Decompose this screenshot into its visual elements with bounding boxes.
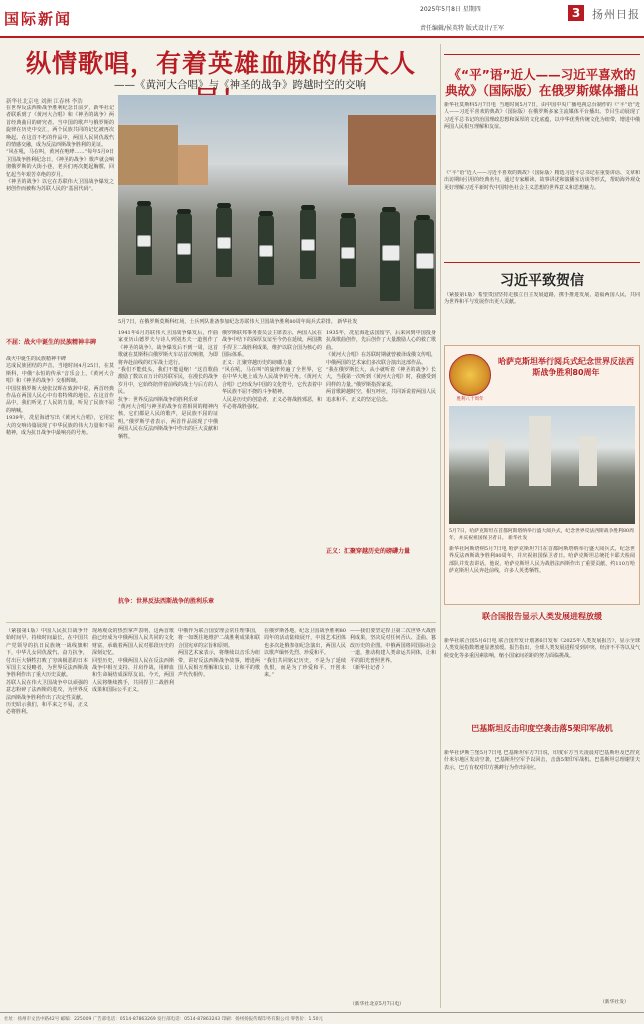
lower-column-4: 在俄罗斯各地，纪念卫国战争胜利80周年的活动陆续展开，中国艺术团体也多次赴俄参加纪念演出，两国人民以歌声缅怀先烈、珍爱和平。 “我们共同铭记历史，不是为了延续仇恨，而是为了珍爱和平、开创未来。” <box>264 628 346 679</box>
emblem-label: 胜利八十周年 <box>456 397 484 402</box>
article-column-4: 俄罗斯联邦事务委员会主席表示，两国人民在战争中结下的深厚友谊至今仍在延续，两国携手捍卫二战胜利成果，维护以联合国为核心的国际体系。 正义：汇聚穿越历史的磅礴力量 “风在吼，马在叫”的旋律传遍了全世界，它在中华大地上成为人民战争的号角。《黄河大合唱》已经成为中国的文化符号，它代表着中华民族不屈不挠的斗争精神。 人民是历史的创造者，正义必将战胜邪恶，和平必将战胜强权。 <box>222 330 322 411</box>
vertical-divider <box>440 44 441 1008</box>
right-end-note: （新华社发） <box>600 1000 629 1005</box>
editors-line: 责任编辑/侯英特 版式设计/王军 <box>420 25 504 32</box>
right-body-3: （紧接第1版）希望贵国坚持走独立自主发展道路，携手推进发展，造福两国人民，共同为世界和平与发展作出更大贡献。 <box>444 292 640 306</box>
subhead-1: 不屈：战火中诞生的民族精神丰碑 <box>6 339 97 346</box>
page-header <box>0 0 644 38</box>
box-title: 哈萨克斯坦举行阅兵式纪念世界反法西斯战争胜利80周年 <box>498 357 634 377</box>
box-body: 新华社阿斯塔纳5月7日电 哈萨克斯坦7日在首都阿斯塔纳举行盛大阅兵式，纪念世界反法西斯战争胜利80周年，并庆祝祖国保卫者日。哈萨克斯坦总统托卡耶夫检阅部队并发表讲话。他说，哈萨克斯坦人民为战胜法西斯作出了重要贡献，约110万哈萨克斯坦人民奔赴前线，许多人英勇牺牲。 <box>449 546 635 575</box>
page-number: 3 <box>568 5 584 21</box>
main-headline: 纵情歌唱，有着英雄血脉的伟大人 <box>25 49 416 78</box>
victory-emblem-icon <box>449 354 491 396</box>
article-column-3: 1941年6月苏联伟大卫国战争爆发后，作曲家亚历山德罗夫与诗人列别杰夫一道创作了《神圣的战争》。战争爆发后不到一周，这首歌就在莫斯科白俄罗斯火车站首次响彻，为即将奔赴前线的红军战士送行。 “我们不能低头，我们不能退缩！”这首歌曲激励了数以百万计的苏联军民，在漫长的战争岁月中，它始终陪伴着前线的战士与后方的人民。 抗争：世界反法西斯战争的胜利乐章 “黄河大合唱与神圣的战争有着相同的精神内核，它们都是人民的歌声，是民族不屈的证明。”俄罗斯学者表示，两首作品展现了中俄两国人民在反法西斯战争中作出的巨大贡献和牺牲。 <box>118 330 218 440</box>
kazakhstan-parade-box <box>444 345 640 605</box>
lower-column-3: 中俄作为联合国安理会常任理事国，将一如既往地维护二战胜利成果和联合国宪章的宗旨和原则。 两国艺术家表示，将继续以音乐为纽带，讲好反法西斯战争故事，增进两国人民相互理解和友谊，让和平的歌声代代相传。 <box>178 628 260 679</box>
subhead-3: 正义：汇聚穿越历史的磅礴力量 <box>326 548 411 555</box>
box-caption: 5月7日，哈萨克斯坦在首都阿斯塔纳举行盛大阅兵式，纪念世界反法西斯战争胜利80周年，并庆祝祖国保卫者日。 新华社发 <box>449 529 634 541</box>
right-body-1: 新华社莫斯科5月7日电 当地时间5月7日，由中国中央广播电视总台制作的《“平”语”近人——习近平喜欢的典故》（国际版）在俄罗斯多家主流媒体平台播出。节目生动展现了习近平总书记的治国理政思想和深厚的文化底蕴，以中华优秀传统文化为纽带，增进中俄两国人民相互理解和友谊。 <box>444 102 640 131</box>
main-subhead: ——《黄河大合唱》与《神圣的战争》跨越时空的交响 <box>114 79 366 91</box>
right-separator <box>444 262 640 263</box>
lower-column-2: 现场观众的热烈掌声表明，这两首歌曲已经成为中俄两国人民共同的文化财富，承载着两国人民对那段历史的深刻记忆。 回望历史，中俄两国人民在反法西斯战争中相互支持、并肩作战，用鲜血和生命凝结成深厚友谊。今天，两国人民将继续携手，共同捍卫二战胜利成果和国际公平正义。 <box>92 628 174 694</box>
right-subhead-pakistan: 巴基斯坦反击印度空袭击落5架印军战机 <box>471 724 613 733</box>
article-column-1: 在世界反法西斯战争胜利纪念日前夕，新华社记者联系到了《黄河大合唱》和《神圣的战争》两首经典曲目的研究者。当中国的歌声与俄罗斯的旋律在历史中交汇，两个民族共同的记忆被再次唤起。在这首不朽的作品中，两国人民同仇敌忾的情感交融，成为反法西斯战争胜利的见证。 “风在吼，马在叫，黄河在咆哮……”每年5月9日卫国战争胜利纪念日，《神圣的战争》歌声就会响彻俄罗斯的大街小巷，老兵们再次挺起胸膛，回忆起当年艰苦卓绝的岁月。 《神圣的战争》以它在苏联伟大卫国战争爆发之初创作而被称为苏联人民的“基因代码”。 <box>6 105 114 193</box>
newspaper-brand: 扬州日报 <box>592 8 640 21</box>
right-subhead-un: 联合国报告显示人类发展进程放缓 <box>482 612 602 621</box>
right-headline: 《“平”语”近人——习近平喜欢的典故》（国际版）在俄罗斯媒体播出 <box>445 67 639 98</box>
dateline: 2025年5月8日 星期四 <box>420 6 481 13</box>
right-body-2: 《“平”语”近人——习近平喜欢的典故》（国际版）精选习近平总书记在重要讲话、文章和出访期间引用的经典名句，通过专家解读、故事讲述和演播室访谈等形式，帮助海外观众更好理解习近平新时代中国特色社会主义思想的世界意义和思想魅力。 <box>444 170 640 191</box>
page-footer: 社址：扬州市文昌中路42号 邮编：225009 广告部电话：0514-87863269 发行部电话：0514-87863243 印刷：扬州扬报传媒印务有限公司 零售价：1.50元 <box>0 1012 644 1024</box>
section-label: 国际新闻 <box>4 10 73 28</box>
lower-column-5: ——我们要坚定捍卫第二次世界大战胜利成果，坚决反对任何否认、歪曲、篡改历史的企图。中俄两国将同国际社会一道，推动构建人类命运共同体，让和平的阳光普照世界。 （新华社记者 ） <box>350 628 436 672</box>
right-headline-2: 习近平致贺信 <box>500 273 584 289</box>
column-rule <box>6 622 436 623</box>
right-body-5: 新华社联合国5月6日电 联合国开发计划署6日发布《2025年人类发展报告》，显示全球人类发展指数增速显著放缓。报告指出，全球人类发展进程受到冲突、经济不平等以及气候变化等多重因素影响，缩小国家间差距的努力面临挑战。 <box>444 638 640 659</box>
kazakhstan-parade-photo <box>449 406 635 524</box>
parade-photo <box>118 95 436 315</box>
article-column-2: 战火中诞生的民族精神丰碑 达成民族团结的声音。当地时间4月25日，在莫斯科，中俄“永恒的传承”音乐会上，《黄河大合唱》和《神圣的战争》交相辉映。 中国驻俄罗斯大使张汉晖在致辞中说，两首经典作品在两国人民心中有着特殊的地位。在这首作品中，我们听见了人民的力量，听见了民族不屈的呐喊。 1939年，冼星海谱写出《黄河大合唱》，它用宏大的交响诗篇展现了中华民族的伟大力量和不屈精神，成为抗日战争中最响亮的号角。 <box>6 356 114 437</box>
right-body-6: 新华社伊斯兰堡5月7日电 巴基斯坦军方7日说，印度军方当天凌晨对巴基斯坦及巴控克什米尔地区发动空袭，巴基斯坦空军予以回击，击落5架印军战机。巴基斯坦总理谢里夫表示，巴方有权对印方挑衅行为作出回应。 <box>444 750 640 771</box>
main-byline: 新华社北京电 刘洲 江春林 李浩 <box>6 99 83 105</box>
subhead-2: 抗争：世界反法西斯战争的胜利乐章 <box>118 598 215 605</box>
lower-column-1: （紧接第1版）中国人民抗日战争开始时间早、持续时间最长，在中国共产党领导的抗日民族统一战线旗帜下，中华儿女同仇敌忾、奋力抗争，付出巨大牺牲打败了穷凶极恶的日本军国主义侵略者，为世界反法西斯战争胜利作出了重大历史贡献。 苏联人民在伟大卫国战争中以顽强的意志粉碎了法西斯的进攻，为世界反法西斯战争胜利作出了决定性贡献。 历史昭示我们，和平来之不易，正义必将胜利。 <box>6 628 88 716</box>
lower-end-note: （新华社北京5月7日电） <box>350 1002 405 1007</box>
parade-photo-caption: 5月7日，在俄罗斯莫斯科红场，士兵列队准备参加纪念苏联伟大卫国战争胜利80周年阅兵式彩排。 新华社发 <box>118 319 358 325</box>
article-column-5: 1935年，冼星海赴法国留学，后来回到中国投身抗战歌曲创作，先后创作了大量激励人心的救亡歌曲。 《黄河大合唱》在苏联时期就曾被译成俄文传唱，中俄两国的艺术家们多次联合演出这部作品。 “我在俄罗斯长大，从小就听着《神圣的战争》长大，当我第一次听到《黄河大合唱》时，我感受到同样的力量。”俄罗斯指挥家说。 两首歌跨越时空，相互呼应，共同诉说着两国人民追求和平、正义的坚定信念。 <box>326 330 436 403</box>
right-top-rule <box>444 54 640 55</box>
